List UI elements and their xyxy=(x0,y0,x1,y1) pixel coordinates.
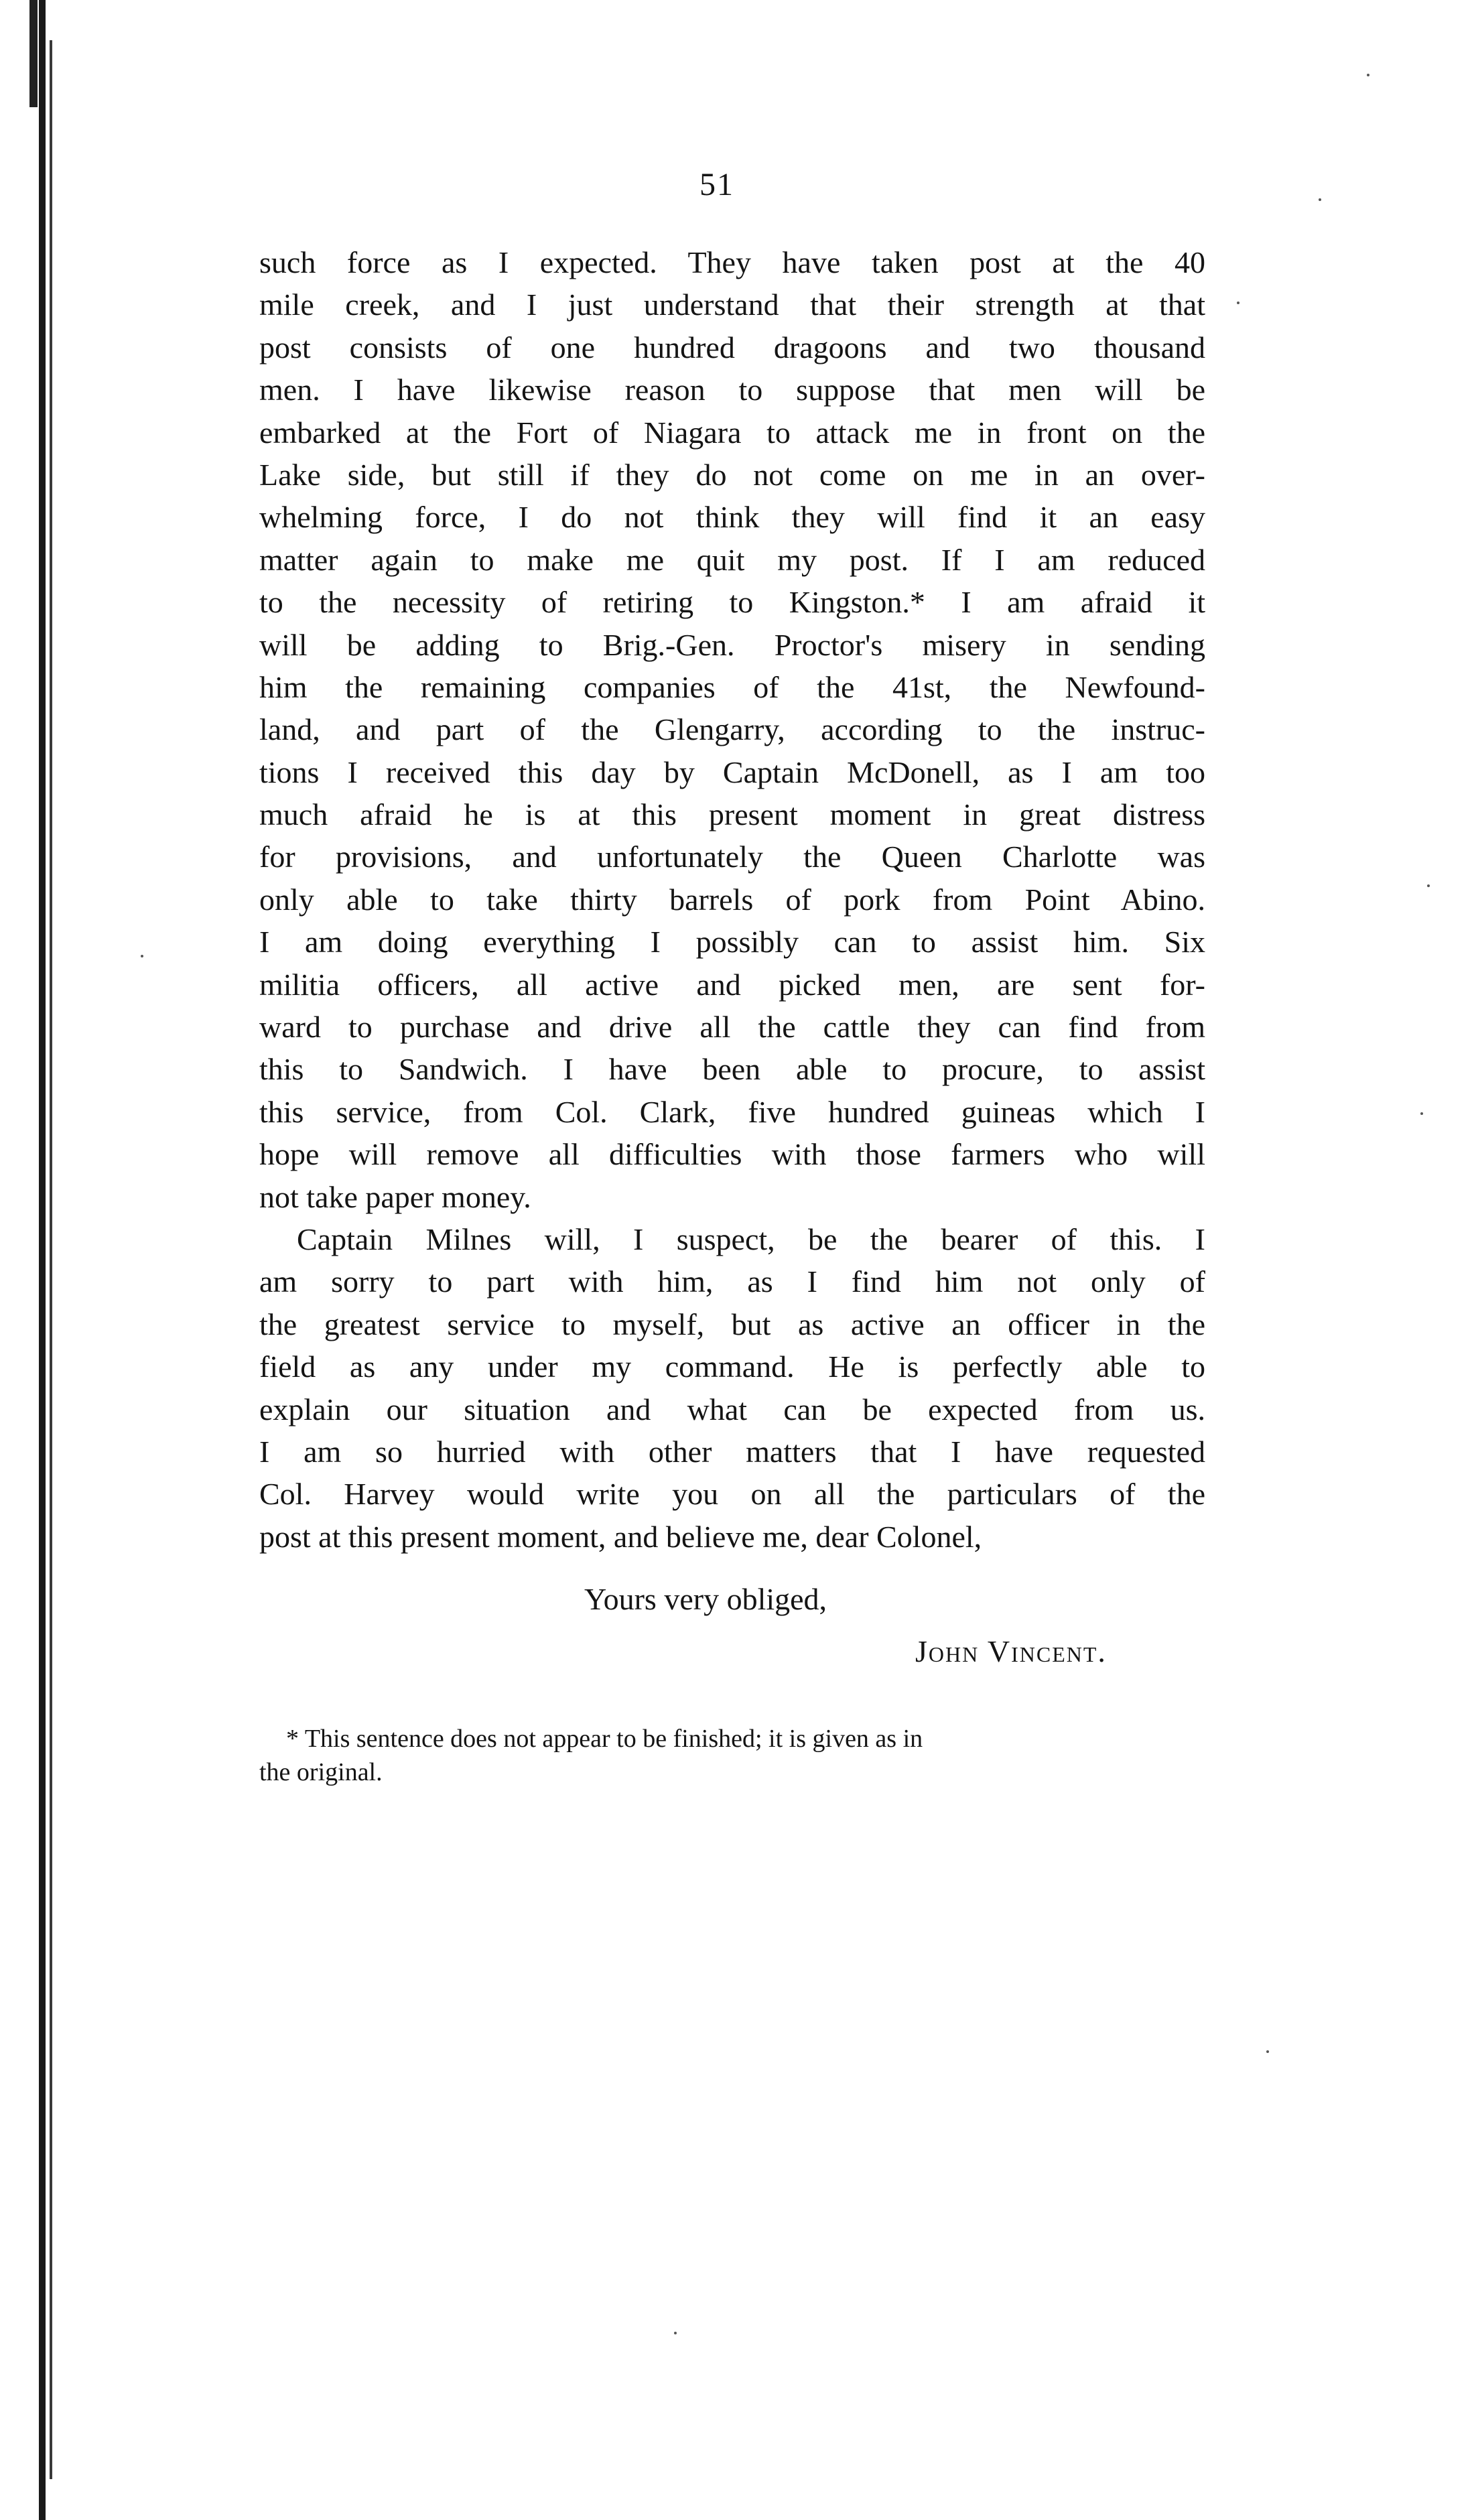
scan-speck xyxy=(1420,1112,1423,1115)
letter-body xyxy=(259,241,1205,1558)
body-line: him the remaining companies of the 41st, the Newfound- xyxy=(259,669,1205,704)
body-line: explain our situation and what can be expected from us. xyxy=(259,1392,1205,1427)
body-line: whelming force, I do not think they will find it an easy xyxy=(259,500,1205,535)
scan-speck xyxy=(1266,2050,1269,2053)
scan-binding-edge xyxy=(0,0,64,2520)
body-line: I am so hurried with other matters that I have requested xyxy=(259,1434,1205,1469)
body-line: mile creek, and I just understand that their strength at that xyxy=(259,287,1205,322)
body-line: much afraid he is at this present moment in great distress xyxy=(259,797,1205,832)
body-line: land, and part of the Glengarry, according to the instruc- xyxy=(259,712,1205,747)
body-line: post consists of one hundred dragoons and two thousand xyxy=(259,330,1205,364)
body-line: ward to purchase and drive all the cattle they can find from xyxy=(259,1010,1205,1045)
footnote-line: * This sentence does not appear to be finished; it is given as in xyxy=(286,1725,923,1753)
letter-closing: Yours very obliged, xyxy=(584,1582,827,1616)
body-line: field as any under my command. He is perfectly able to xyxy=(259,1349,1205,1384)
body-line: I am doing everything I possibly can to assist him. Six xyxy=(259,925,1205,959)
body-line: to the necessity of retiring to Kingston.* I am afraid it xyxy=(259,585,1205,620)
body-line: embarked at the Fort of Niagara to attack me in front on the xyxy=(259,415,1205,450)
binding-shadow-thin xyxy=(50,40,52,2479)
scan-speck xyxy=(674,2332,677,2334)
letter-signature: John Vincent. xyxy=(915,1634,1107,1668)
body-line: militia officers, all active and picked men, are sent for- xyxy=(259,967,1205,1002)
body-line: tions I received this day by Captain McDonell, as I am too xyxy=(259,754,1205,789)
page-number: 51 xyxy=(699,167,734,202)
body-line: such force as I expected. They have taken post at the 40 xyxy=(259,245,1205,279)
scan-speck xyxy=(1427,884,1430,887)
body-line: Captain Milnes will, I suspect, be the bearer of this. I xyxy=(297,1221,1205,1256)
body-line: post at this present moment, and believe me, dear Colonel, xyxy=(259,1519,982,1554)
body-line: hope will remove all difficulties with those farmers who will xyxy=(259,1137,1205,1172)
body-line: will be adding to Brig.-Gen. Proctor's misery in sending xyxy=(259,627,1205,662)
binding-shadow xyxy=(39,0,46,2520)
body-line: this service, from Col. Clark, five hundred guineas which I xyxy=(259,1094,1205,1129)
scan-speck xyxy=(1367,74,1369,76)
footnote-line: the original. xyxy=(259,1758,383,1786)
binding-shadow-top xyxy=(29,0,38,107)
body-line: for provisions, and unfortunately the Queen Charlotte was xyxy=(259,840,1205,874)
body-line: matter again to make me quit my post. If I am reduced xyxy=(259,542,1205,577)
body-line: Col. Harvey would write you on all the particulars of the xyxy=(259,1477,1205,1512)
body-line: only able to take thirty barrels of pork from Point Abino. xyxy=(259,882,1205,917)
body-line: not take paper money. xyxy=(259,1179,531,1214)
body-line: men. I have likewise reason to suppose that men will be xyxy=(259,373,1205,407)
body-line: this to Sandwich. I have been able to procure, to assist xyxy=(259,1052,1205,1087)
footnote xyxy=(259,1722,1205,1789)
scan-speck xyxy=(141,955,143,957)
body-line: Lake side, but still if they do not come on me in an over- xyxy=(259,457,1205,492)
scan-speck xyxy=(1237,302,1240,304)
scan-speck xyxy=(1319,198,1321,201)
body-line: the greatest service to myself, but as active an officer in the xyxy=(259,1307,1205,1341)
body-line: am sorry to part with him, as I find him not only of xyxy=(259,1264,1205,1299)
